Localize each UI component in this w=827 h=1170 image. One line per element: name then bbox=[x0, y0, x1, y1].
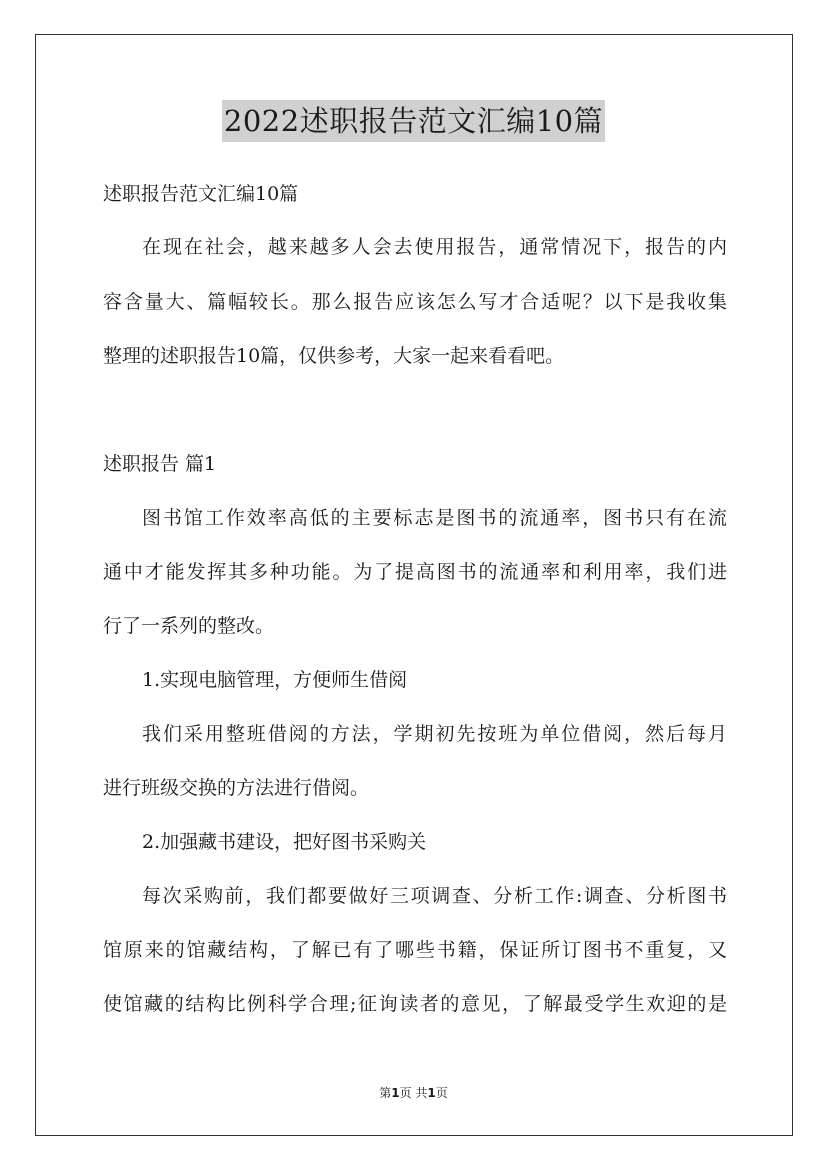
item1-para-line-2: 进行班级交换的方法进行借阅。 bbox=[103, 777, 370, 799]
footer-mid: 页 共 bbox=[399, 1086, 428, 1100]
intro-line-3: 整理的述职报告10篇，仅供参考，大家一起来看看吧。 bbox=[103, 345, 565, 367]
section-para-line-1: 图书馆工作效率高低的主要标志是图书的流通率，图书只有在流 bbox=[142, 507, 727, 529]
title-container bbox=[0, 100, 827, 142]
page-footer bbox=[0, 1084, 827, 1101]
section-para-line-2: 通中才能发挥其多种功能。为了提高图书的流通率和利用率，我们进 bbox=[103, 561, 727, 583]
footer-total-pages: 1 bbox=[427, 1086, 436, 1100]
document-title: 2022述职报告范文汇编10篇 bbox=[222, 100, 605, 142]
item1-para-line-1: 我们采用整班借阅的方法，学期初先按班为单位借阅，然后每月 bbox=[142, 723, 727, 745]
footer-suffix: 页 bbox=[435, 1086, 448, 1100]
item2-para-line-2: 馆原来的馆藏结构，了解已有了哪些书籍，保证所订图书不重复，又 bbox=[103, 939, 727, 961]
item2-para-line-3: 使馆藏的结构比例科学合理;征询读者的意见，了解最受学生欢迎的是 bbox=[103, 993, 727, 1015]
section-para-line-3: 行了一系列的整改。 bbox=[103, 615, 275, 637]
section-heading: 述职报告 篇1 bbox=[103, 453, 217, 475]
item2-para-line-1: 每次采购前，我们都要做好三项调查、分析工作:调查、分析图书 bbox=[142, 885, 727, 907]
item1-heading: 1.实现电脑管理，方便师生借阅 bbox=[142, 669, 408, 691]
document-subtitle: 述职报告范文汇编10篇 bbox=[103, 183, 299, 205]
footer-current-page: 1 bbox=[391, 1086, 400, 1100]
footer-prefix: 第 bbox=[379, 1086, 392, 1100]
intro-line-1: 在现在社会，越来越多人会去使用报告，通常情况下，报告的内 bbox=[142, 236, 727, 258]
intro-line-2: 容含量大、篇幅较长。那么报告应该怎么写才合适呢？以下是我收集 bbox=[103, 291, 727, 313]
item2-heading: 2.加强藏书建设，把好图书采购关 bbox=[142, 831, 427, 853]
